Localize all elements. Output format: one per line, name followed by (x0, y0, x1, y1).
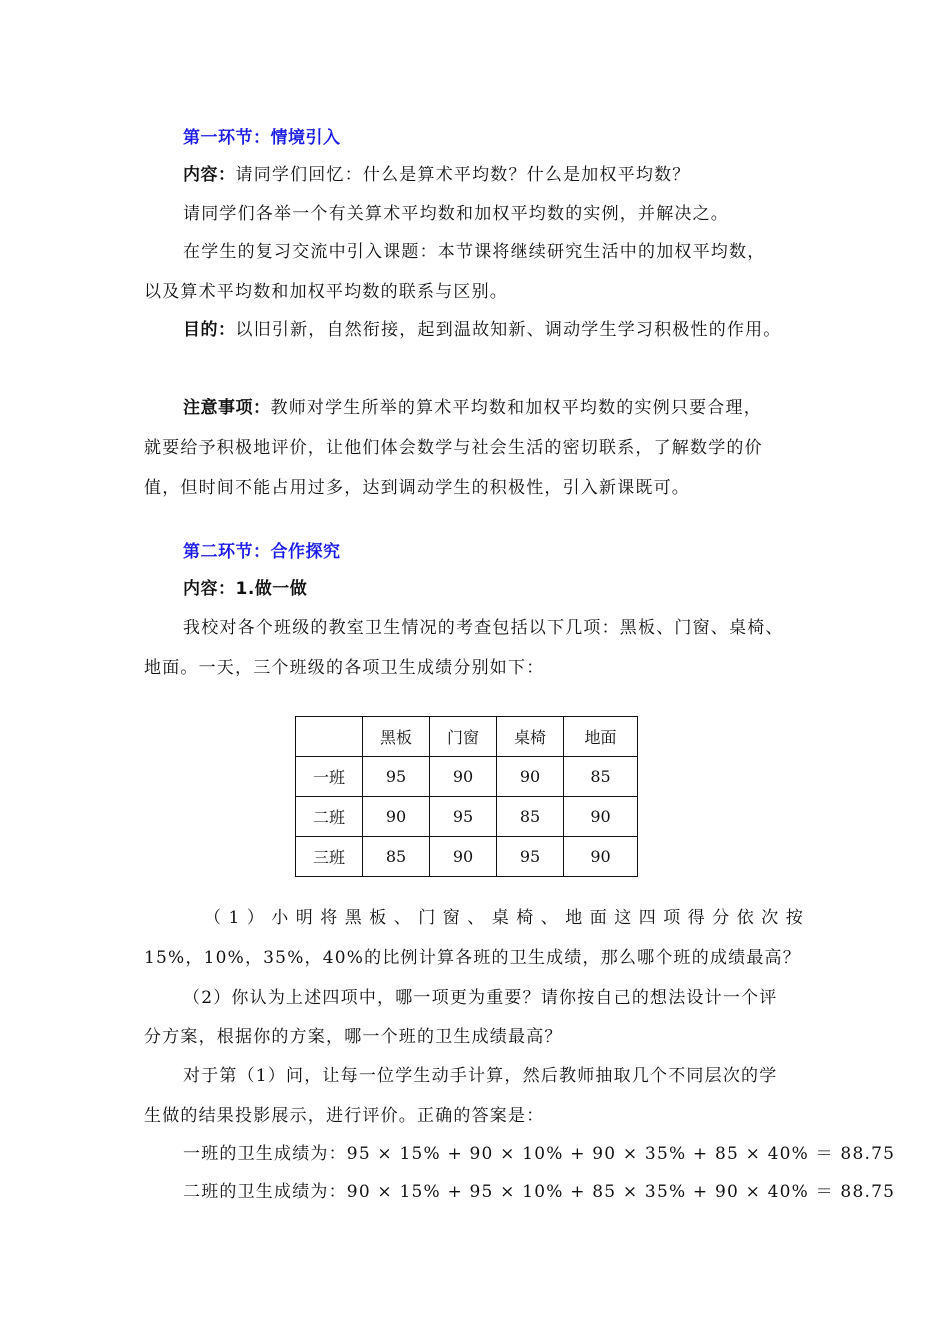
table-cell: 90 (564, 797, 638, 837)
notes-label: 注意事项： (183, 398, 271, 418)
table-header-cell: 门窗 (430, 717, 497, 757)
table-row-label: 一班 (296, 757, 363, 797)
calc-class2: 二班的卫生成绩为：90 × 15% + 95 × 10% + 85 × 35% + 90 × 40% ＝ 88.75 (183, 1182, 896, 1202)
question2-line1: （2）你认为上述四项中，哪一项更为重要？请你按自己的想法设计一个评 (183, 988, 778, 1008)
table-cell: 95 (430, 797, 497, 837)
section1-purpose (183, 318, 782, 342)
table-header-cell: 地面 (564, 717, 638, 757)
section1-notes-line2: 就要给予积极地评价，让他们体会数学与社会生活的密切联系，了解数学的价 (144, 438, 763, 458)
section1-content (183, 163, 691, 187)
content-text: 请同学们回忆：什么是算术平均数？什么是加权平均数？ (235, 165, 691, 185)
content-label: 内容： (183, 165, 236, 185)
section1-paragraph-3-line1: 在学生的复习交流中引入课题：本节课将继续研究生活中的加权平均数， (183, 242, 766, 262)
table-header-row (296, 717, 638, 757)
section1-notes-line1 (183, 396, 762, 420)
section2-intro-line1: 我校对各个班级的教室卫生情况的考查包括以下几项：黑板、门窗、桌椅、 (183, 618, 784, 638)
question2-line2: 分方案，根据你的方案，哪一个班的卫生成绩最高？ (144, 1027, 563, 1047)
question1-line1: （1）小明将黑板、门窗、桌椅、地面这四项得分依次按 (204, 908, 804, 928)
table-row-label: 三班 (296, 837, 363, 877)
section2-content-heading: 内容：1.做一做 (183, 579, 308, 599)
table-cell: 85 (564, 757, 638, 797)
table-cell: 85 (497, 797, 564, 837)
purpose-text: 以旧引新，自然衔接，起到温故知新、调动学生学习积极性的作用。 (235, 320, 782, 340)
table-row (296, 837, 638, 877)
table-row (296, 797, 638, 837)
table-row-label: 二班 (296, 797, 363, 837)
purpose-label: 目的： (183, 320, 236, 340)
table-cell: 95 (363, 757, 430, 797)
section1-heading: 第一环节：情境引入 (183, 128, 341, 148)
section2-heading: 第二环节：合作探究 (183, 542, 341, 562)
calc-class1: 一班的卫生成绩为：95 × 15% + 90 × 10% + 90 × 35% + 85 × 40% ＝ 88.75 (183, 1144, 896, 1164)
table-cell: 90 (430, 837, 497, 877)
section2-intro-line2: 地面。一天，三个班级的各项卫生成绩分别如下： (144, 658, 545, 678)
table-header-cell: 桌椅 (497, 717, 564, 757)
table-header-cell: 黑板 (363, 717, 430, 757)
table-row (296, 757, 638, 797)
table-header-cell (296, 717, 363, 757)
table-cell: 95 (497, 837, 564, 877)
question1-line2: 15%，10%，35%，40%的比例计算各班的卫生成绩，那么哪个班的成绩最高？ (144, 948, 801, 968)
answer-paragraph-line1: 对于第（1）问，让每一位学生动手计算，然后教师抽取几个不同层次的学 (183, 1066, 778, 1086)
section1-notes-line3: 值，但时间不能占用过多，达到调动学生的积极性，引入新课既可。 (144, 478, 690, 498)
table-cell: 90 (363, 797, 430, 837)
hygiene-score-table (295, 716, 638, 877)
notes-text: 教师对学生所举的算术平均数和加权平均数的实例只要合理， (270, 398, 762, 418)
table-cell: 90 (430, 757, 497, 797)
table-cell: 85 (363, 837, 430, 877)
section1-paragraph-3-line2: 以及算术平均数和加权平均数的联系与区别。 (144, 282, 508, 302)
table-cell: 90 (497, 757, 564, 797)
table-cell: 90 (564, 837, 638, 877)
section1-paragraph-2: 请同学们各举一个有关算术平均数和加权平均数的实例，并解决之。 (183, 204, 729, 224)
answer-paragraph-line2: 生做的结果投影展示，进行评价。正确的答案是： (144, 1106, 545, 1126)
